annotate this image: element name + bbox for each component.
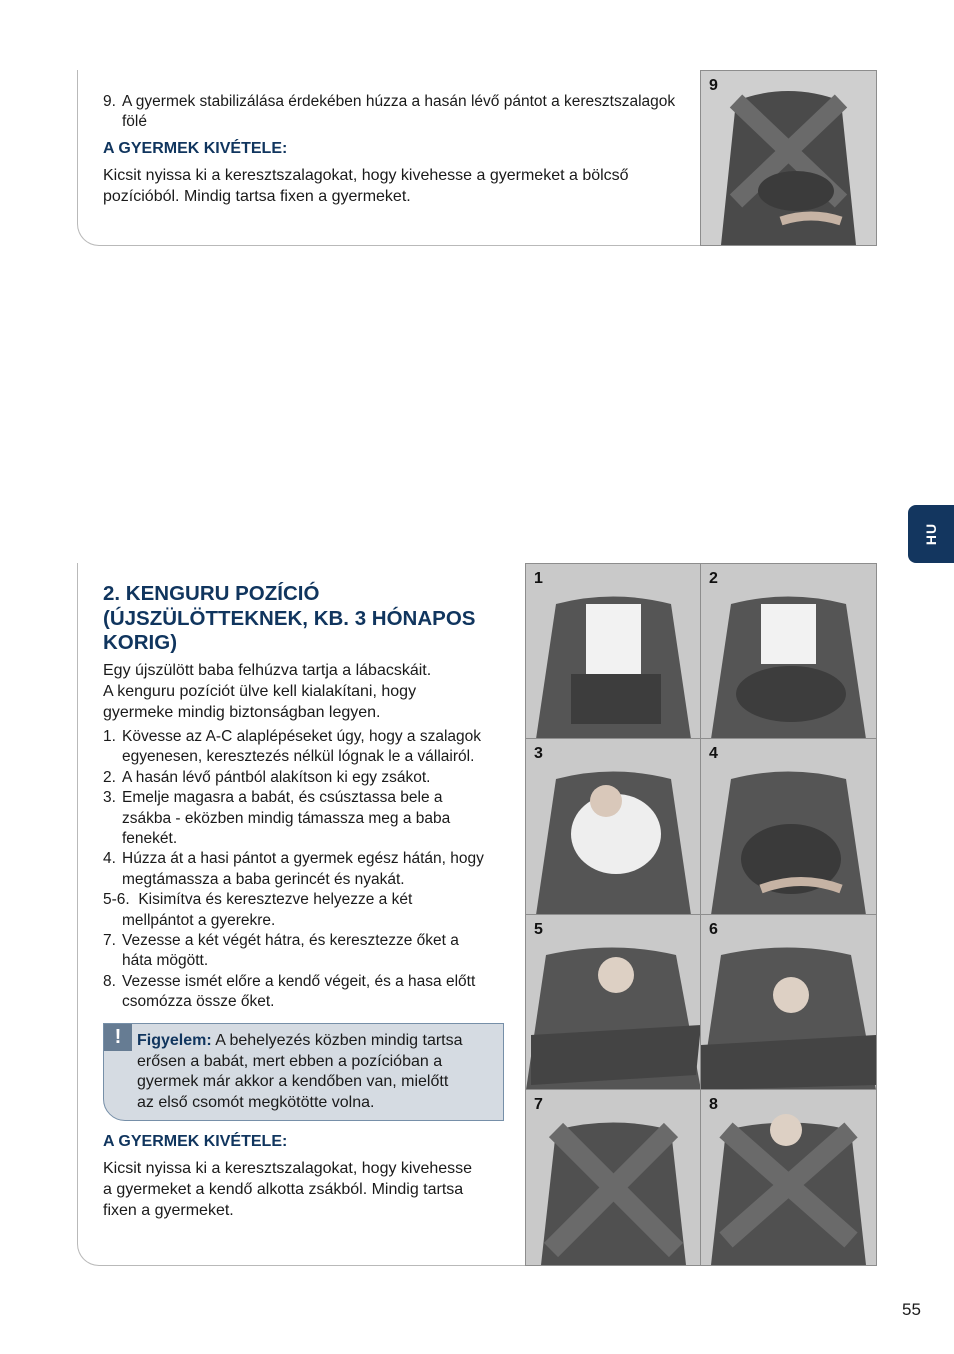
removal-heading-top: A GYERMEK KIVÉTELE: <box>103 140 288 157</box>
step-line: Húzza át a hasi pántot a gyermek egész hátán, hogy <box>122 850 484 868</box>
warning-icon: ! <box>104 1024 132 1051</box>
figure-7-illustration <box>526 1090 701 1265</box>
warning-text <box>137 1031 497 1113</box>
removal-text-top: Kicsit nyissa ki a keresztszalagokat, hogy kivehesse a gyermeket a bölcső pozícióból. Mindig tartsa fixen a gyermeket. <box>103 167 629 205</box>
step-line: fenekét. <box>122 830 178 848</box>
step-line: Vezesse a két végét hátra, és keresztezze őket a <box>122 932 459 950</box>
figure-number: 9 <box>709 77 718 94</box>
step-line: csomózza össze őket. <box>122 993 275 1011</box>
figure-number: 6 <box>709 921 718 938</box>
figure-7-photo <box>526 1090 701 1265</box>
figure-5-illustration <box>526 915 701 1090</box>
figure-3-photo <box>526 739 701 915</box>
list-item <box>103 931 523 972</box>
intro-line-1: Egy újszülött baba felhúzva tartja a lábacskáit. <box>103 662 432 679</box>
step-line: megtámassza a baba gerincét és nyakát. <box>122 870 405 888</box>
step-number: 9. <box>103 93 116 110</box>
step-line: A hasán lévő pántból alakítson ki egy zsákot. <box>122 768 431 786</box>
step-number: 3. <box>103 789 116 807</box>
figure-2-photo <box>701 564 876 739</box>
warning-line: az első csomót megkötötte volna. <box>137 1093 375 1111</box>
removal-line: fixen a gyermeket. <box>103 1202 234 1219</box>
step-line: egyenesen, keresztezés nélkül lógnak le a vállairól. <box>122 748 475 766</box>
list-item <box>103 727 523 768</box>
figure-9-photo <box>701 71 876 245</box>
step-line: Emelje magasra a babát, és csúsztassa bele a <box>122 789 443 807</box>
figure-1-photo <box>526 564 701 739</box>
list-item <box>103 972 523 1013</box>
figure-number: 8 <box>709 1096 718 1113</box>
figure-4-illustration <box>701 739 876 915</box>
intro-paragraph <box>103 660 523 723</box>
warning-box <box>103 1023 504 1121</box>
step-number: 2. <box>103 768 116 786</box>
figure-3-illustration <box>526 739 701 915</box>
figure-number: 5 <box>534 921 543 938</box>
step-number: 7. <box>103 932 116 950</box>
intro-line-3: gyermeke mindig biztonságban legyen. <box>103 704 381 721</box>
figure-number: 2 <box>709 570 718 587</box>
list-item <box>103 849 523 890</box>
steps-list <box>103 727 523 1013</box>
title-line-3: KORIG) <box>103 631 178 654</box>
figure-8-illustration <box>701 1090 876 1265</box>
figure-6-illustration <box>701 915 876 1090</box>
figure-2-illustration <box>701 564 876 739</box>
figure-number: 1 <box>534 570 543 587</box>
section-title <box>103 582 523 656</box>
figure-9-illustration <box>701 71 876 245</box>
intro-line-2: A kenguru pozíciót ülve kell kialakítani, hogy <box>103 683 417 700</box>
figure-number: 3 <box>534 745 543 762</box>
title-line-1: 2. KENGURU POZÍCIÓ <box>103 582 320 605</box>
step-line: Kisimítva és keresztezve helyezze a két <box>138 891 413 909</box>
warning-line: gyermek már akkor a kendőben van, mielőtt <box>137 1073 449 1090</box>
removal-text <box>103 1158 523 1221</box>
figure-number: 7 <box>534 1096 543 1113</box>
step-number: 1. <box>103 728 116 745</box>
figure-8-photo <box>701 1090 876 1265</box>
step-number: 4. <box>103 850 116 868</box>
step-number: 8. <box>103 972 116 990</box>
step-line: háta mögött. <box>122 952 209 970</box>
figure-1-illustration <box>526 564 701 739</box>
removal-line: Kicsit nyissa ki a keresztszalagokat, hogy kivehesse <box>103 1160 473 1177</box>
list-item <box>103 890 523 931</box>
step-line: Vezesse ismét előre a kendő végeit, és a hasa előtt <box>122 972 476 990</box>
page-number: 55 <box>902 1300 921 1319</box>
figure-6-photo <box>701 915 876 1090</box>
warning-label: Figyelem: <box>137 1032 212 1049</box>
title-line-2: (ÚJSZÜLÖTTEKNEK, KB. 3 HÓNAPOS <box>103 606 476 630</box>
language-tab <box>908 505 954 563</box>
removal-heading: A GYERMEK KIVÉTELE: <box>103 1133 288 1150</box>
list-item <box>103 768 523 788</box>
removal-line: a gyermeket a kendő alkotta zsákból. Mindig tartsa <box>103 1181 464 1198</box>
step-text: A gyermek stabilizálása érdekében húzza a hasán lévő pántot a keresztszalagok fölé <box>122 93 676 131</box>
figure-number: 4 <box>709 745 718 762</box>
language-label: HU <box>923 522 939 546</box>
figure-4-photo <box>701 739 876 915</box>
warning-line: erősen a babát, mert ebben a pozícióban a <box>137 1052 443 1070</box>
warning-line: A behelyezés közben mindig tartsa <box>211 1032 463 1049</box>
step-number: 5-6. <box>103 891 130 909</box>
figure-5-photo <box>526 915 701 1090</box>
list-item <box>103 788 523 849</box>
step-9 <box>103 92 693 133</box>
step-line: zsákba - eközben mindig támassza meg a baba <box>122 809 451 827</box>
step-line: mellpántot a gyerekre. <box>122 911 276 929</box>
step-line: Kövesse az A-C alaplépéseket úgy, hogy a szalagok <box>122 728 482 745</box>
